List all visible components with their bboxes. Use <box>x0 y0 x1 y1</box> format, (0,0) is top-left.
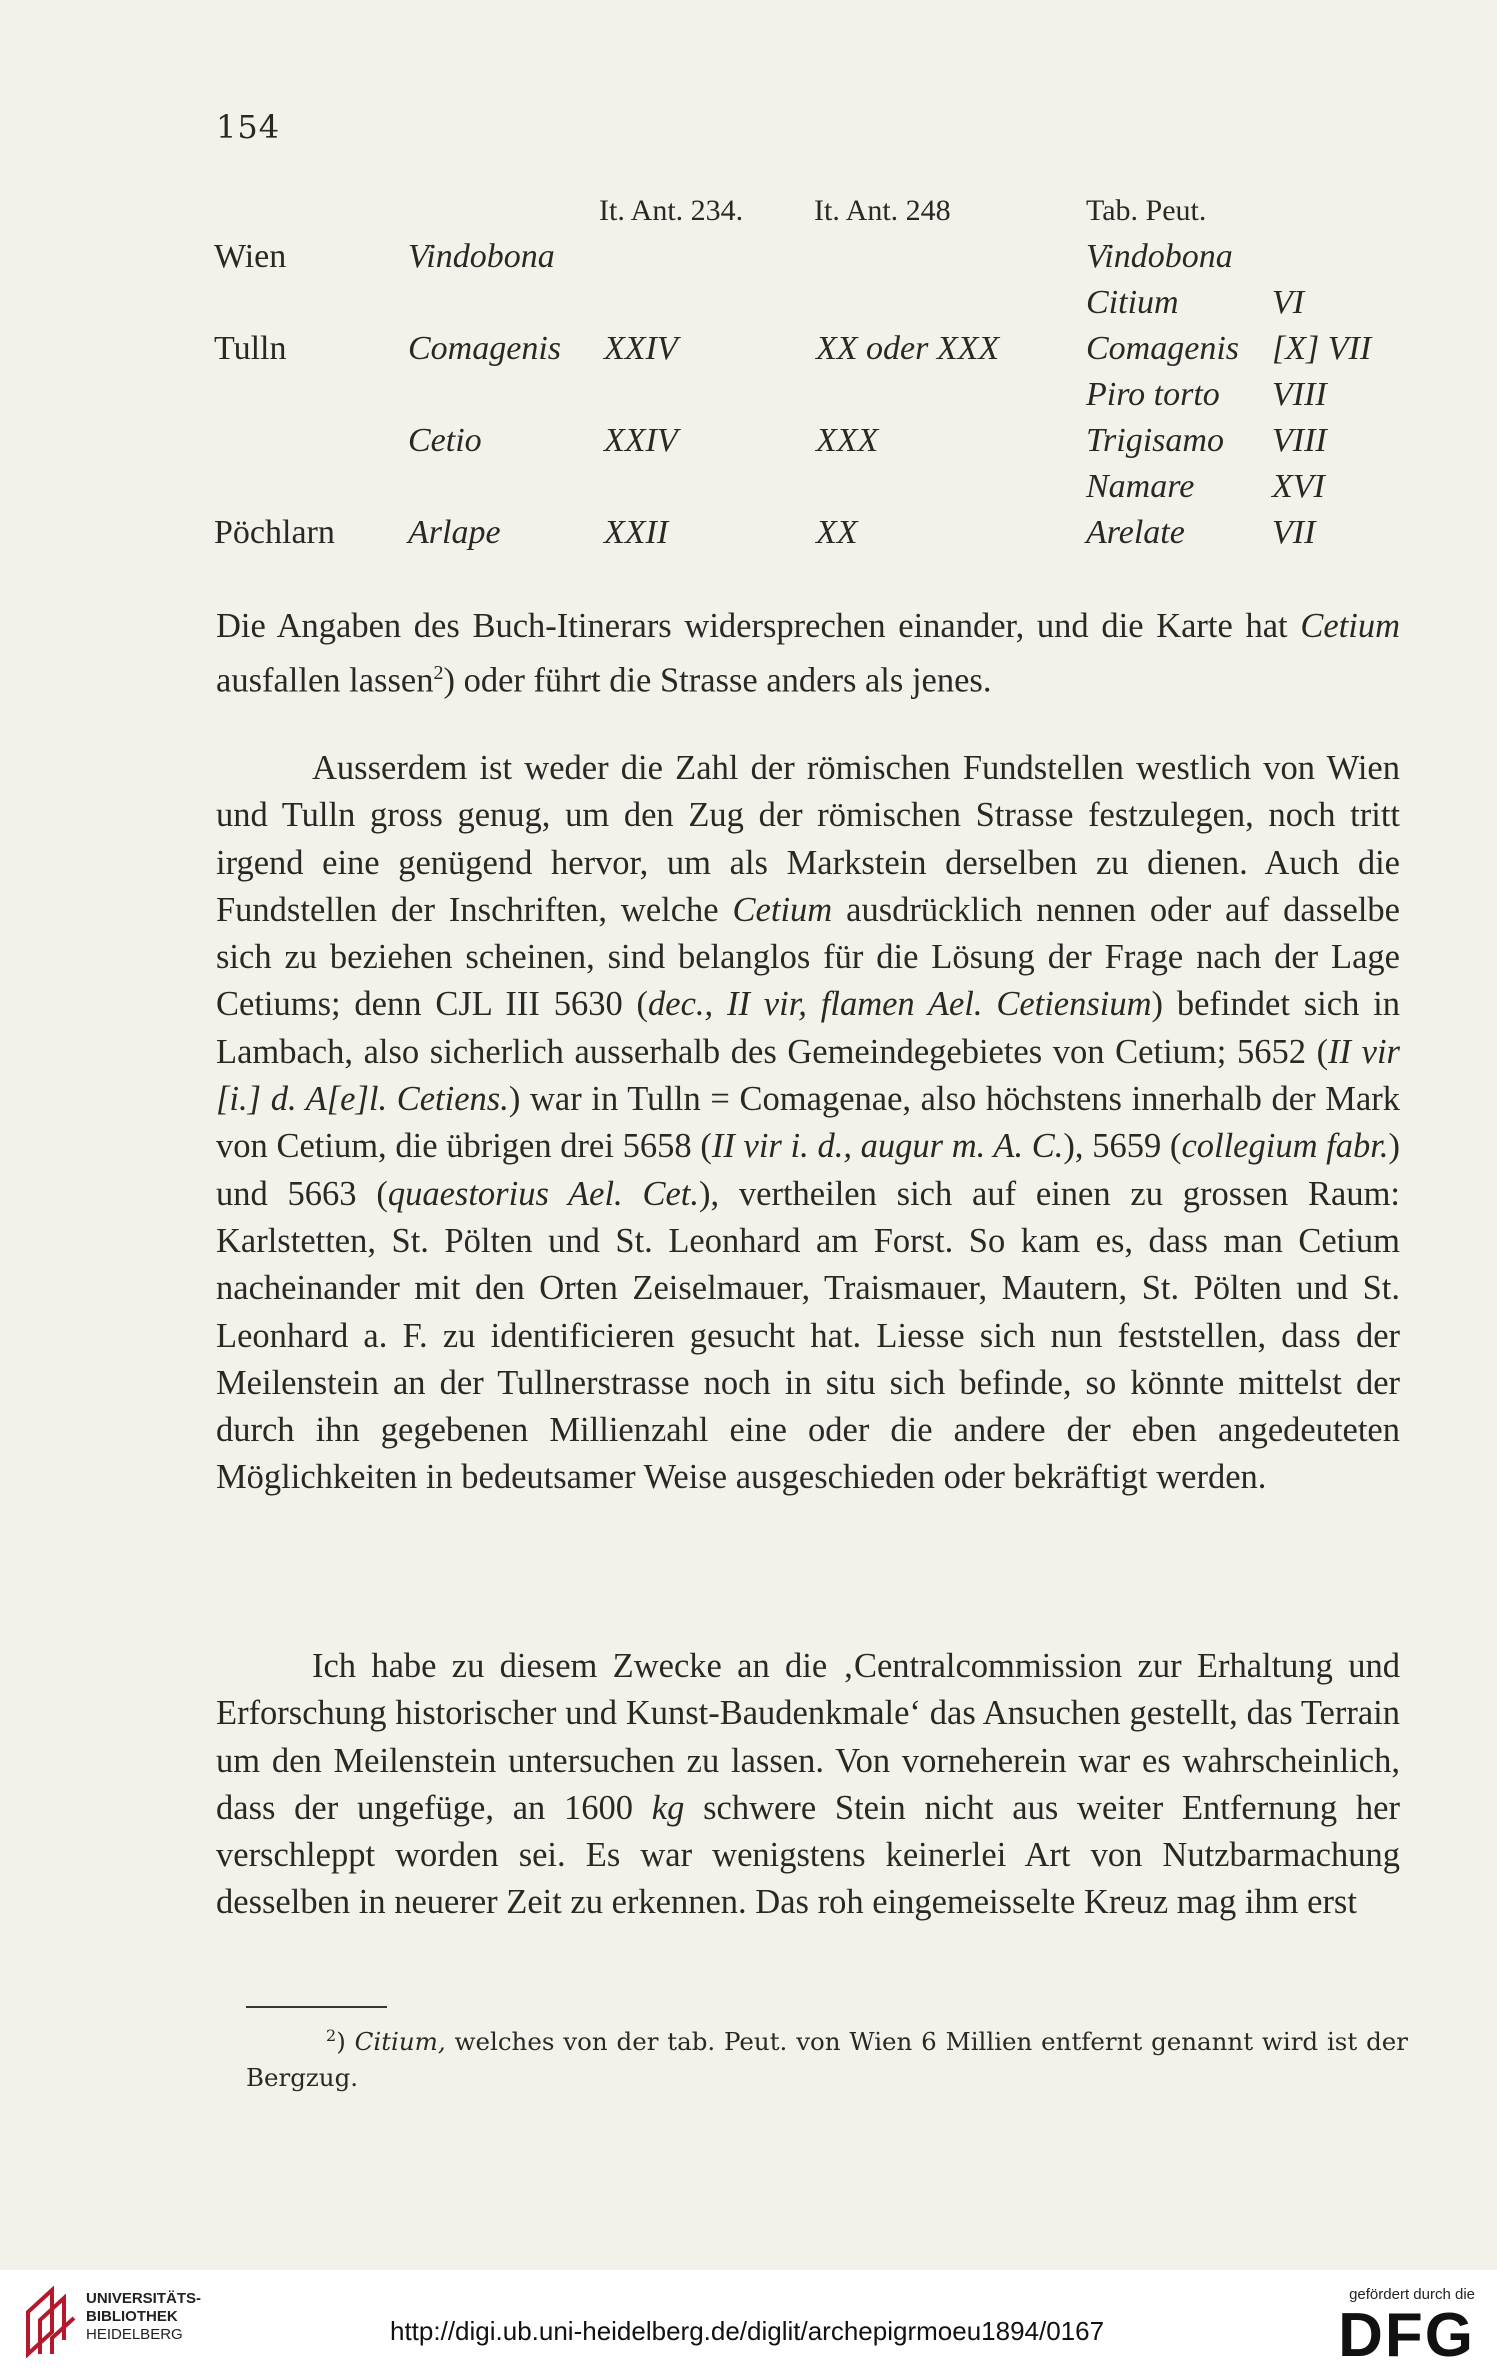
place-cell: Wien <box>214 238 287 275</box>
italic-run: quaestorius Ael. Cet. <box>387 1174 699 1213</box>
station-cell: Namare <box>1086 468 1195 505</box>
station-cell: Cetio <box>408 422 482 459</box>
text-run: ausfallen lassen <box>216 661 434 700</box>
station-cell: Trigisamo <box>1086 422 1224 459</box>
miles-cell: XVI <box>1272 468 1325 505</box>
italic-run: collegium fabr. <box>1181 1127 1389 1166</box>
table-row <box>214 326 1414 372</box>
place-cell: Tulln <box>214 330 287 367</box>
table-row <box>214 418 1414 464</box>
miles-cell: VIII <box>1272 422 1327 459</box>
miles-cell: VII <box>1272 514 1316 551</box>
station-cell: Arelate <box>1086 514 1185 551</box>
funding-note: gefördert durch die <box>1349 2286 1475 2303</box>
text-run: welches von der tab. Peut. von Wien 6 Millien entfernt genannt wird ist der Bergzug. <box>246 2027 1408 2093</box>
paragraph-1 <box>216 603 1400 705</box>
text-run: ) oder führt die Strasse anders als jenes. <box>443 661 992 700</box>
station-cell: Vindobona <box>408 238 555 275</box>
italic-run: Cetium <box>732 890 833 929</box>
text-run: Ich habe zu diesem Zwecke an die ‚Centralcommission zur Erhaltung und Erforschung historischer und Kunst-Baudenkmale‘ das Ansuchen gestellt, das Terrain um den Meilenstein untersuchen zu lassen. Von vorneherein war es wahrscheinlich, dass der ungefüge, an 1600 <box>216 1647 1400 1827</box>
table-row <box>214 464 1414 510</box>
station-cell: Arlape <box>408 514 501 551</box>
source-url-link[interactable]: http://digi.ub.uni-heidelberg.de/diglit/archepigrmoeu1894/0167 <box>390 2316 1105 2346</box>
station-cell: Comagenis <box>1086 330 1239 367</box>
table-row <box>214 510 1414 556</box>
place-cell: Pöchlarn <box>214 514 335 551</box>
station-cell: Citium <box>1086 284 1179 321</box>
footer-bar <box>0 2270 1497 2374</box>
station-cell: Comagenis <box>408 330 561 367</box>
library-line: BIBLIOTHEK <box>86 2308 178 2325</box>
library-name <box>86 2290 201 2344</box>
column-header: It. Ant. 234. <box>599 194 744 227</box>
miles-cell: XX <box>816 514 858 551</box>
table-row <box>214 372 1414 418</box>
italic-run: Cetium <box>1300 607 1400 645</box>
text-run: ) <box>336 2027 355 2057</box>
italic-run: II vir i. d., augur m. A. C. <box>711 1127 1064 1166</box>
library-logo-icon <box>18 2282 80 2358</box>
miles-cell: VIII <box>1272 376 1327 413</box>
text-run: ), 5659 ( <box>1063 1127 1182 1166</box>
library-line: HEIDELBERG <box>86 2326 183 2343</box>
italic-run: kg <box>651 1788 685 1827</box>
library-line: UNIVERSITÄTS- <box>86 2290 202 2307</box>
text-run: Die Angaben des Buch-Itinerars widersprechen einander, und die Karte hat <box>216 607 1301 645</box>
miles-cell: XX oder XXX <box>816 330 1000 367</box>
miles-cell: XXIV <box>604 330 678 367</box>
text-run: ), vertheilen sich auf einen zu grossen Raum: Karlstetten, St. Pölten und St. Leonhard am Forst. So kam es, dass man Cetium nacheinander mit den Orten Zeiselmauer, Traismauer, Mautern, St. Pölten und St. Leonhard a. F. zu identificieren gesucht hat. Liesse sich nun feststellen, dass der Meilenstein an der Tullnerstrasse noch in situ sich befinde, so könnte mittelst der durch ihn gegebenen Millienzahl eine oder die andere der eben angedeuteten Möglichkeiten in bedeutsamer Weise ausgeschieden oder bekräftigt werden. <box>216 1174 1400 1497</box>
text-run: ) und 5663 ( <box>216 1127 1400 1213</box>
italic-run: Citium, <box>354 2027 446 2057</box>
page-number: 154 <box>216 108 281 146</box>
paragraph-2 <box>216 745 1400 1502</box>
footnote-divider <box>246 2006 387 2008</box>
column-header: It. Ant. 248 <box>814 194 951 227</box>
text-run: Ausserdem ist weder die Zahl der römischen Fundstellen westlich von Wien und Tulln gross genug, um den Zug der römischen Strasse festzulegen, noch tritt irgend eine genügend hervor, um als Markstein derselben zu dienen. Auch die Fundstellen der Inschriften, welche <box>216 749 1400 929</box>
station-cell: Vindobona <box>1086 238 1233 275</box>
dfg-logo: DFG <box>1338 2301 1475 2370</box>
miles-cell: VI <box>1272 284 1305 321</box>
table-row <box>214 234 1414 280</box>
station-cell: Piro torto <box>1086 376 1220 413</box>
text-run: ) befindet sich in Lambach, also sicherlich ausserhalb des Gemeindegebietes von Cetium; 5652 ( <box>216 985 1400 1071</box>
footnote <box>246 2018 1408 2096</box>
column-header: Tab. Peut. <box>1086 194 1207 227</box>
italic-run: dec., II vir, flamen Ael. Cetiensium <box>648 985 1152 1024</box>
miles-cell: XXX <box>816 422 879 459</box>
italic-run: II vir [i.] d. A[e]l. Cetiens. <box>216 1032 1400 1119</box>
text-run: ausdrücklich nennen oder auf dasselbe sich zu beziehen scheinen, sind belanglos für die Lösung der Frage nach der Lage Cetiums; denn CJL III 5630 ( <box>216 890 1400 1024</box>
table-header-row <box>214 188 1414 234</box>
footnote-marker: 2 <box>326 2026 337 2045</box>
footnote-ref: 2 <box>433 662 444 685</box>
text-run: ) war in Tulln = Comagenae, also höchstens innerhalb der Mark von Cetium, die übrigen drei 5658 ( <box>216 1080 1400 1166</box>
miles-cell: [X] VII <box>1272 330 1372 367</box>
miles-cell: XXIV <box>604 422 678 459</box>
paragraph-3 <box>216 1643 1400 1927</box>
itinerary-table <box>214 188 1414 556</box>
text-run: schwere Stein nicht aus weiter Entfernung her verschleppt worden sei. Es war wenigstens keinerlei Art von Nutzbarmachung desselben in neuerer Zeit zu erkennen. Das roh eingemeisselte Kreuz mag ihm erst <box>216 1788 1400 1922</box>
miles-cell: XXII <box>604 514 669 551</box>
table-row <box>214 280 1414 326</box>
